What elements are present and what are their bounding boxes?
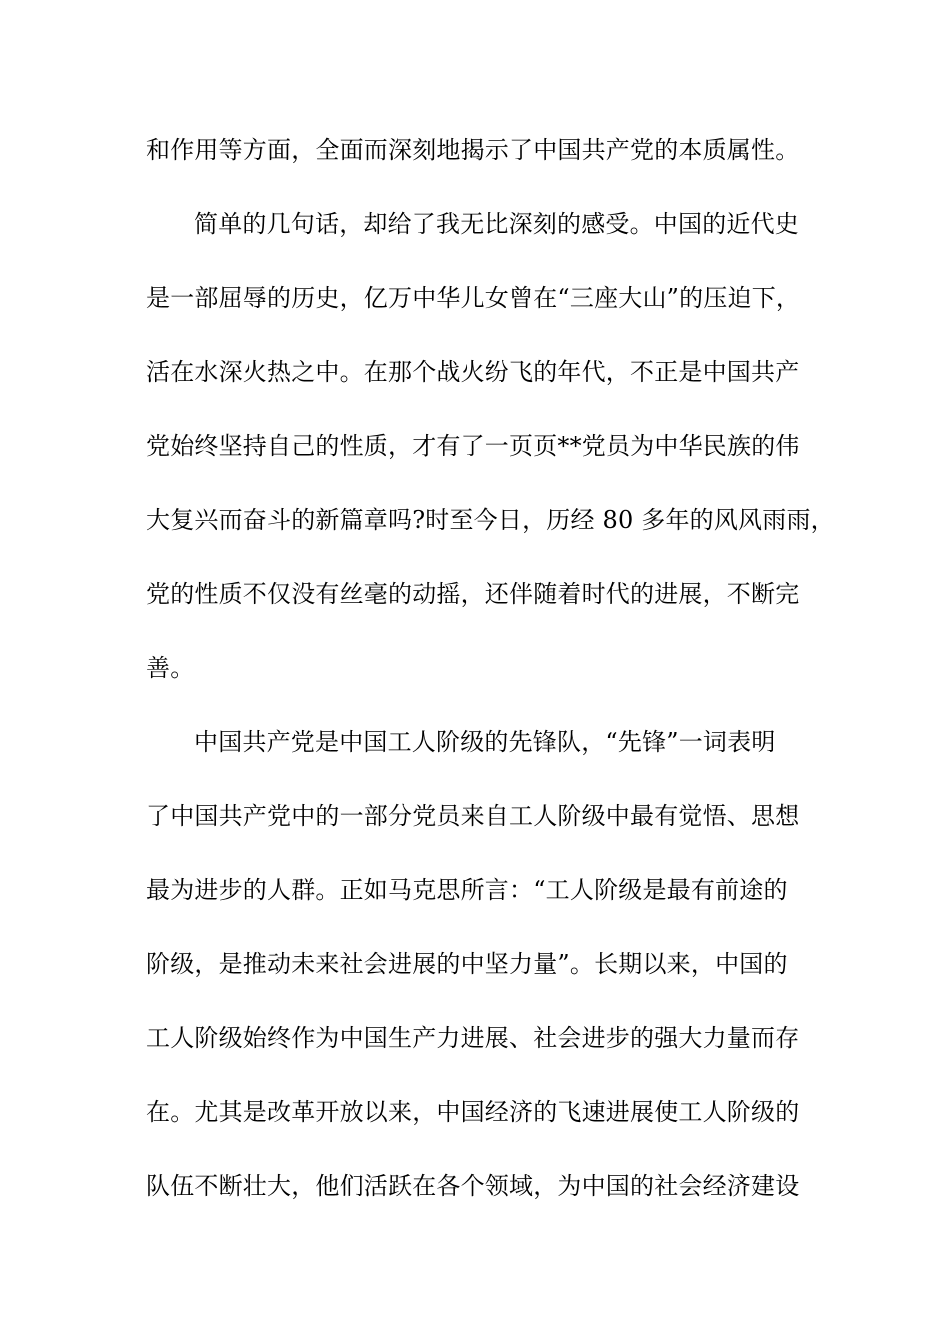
text-line: 党的性质不仅没有丝毫的动摇，还伴随着时代的进展，不断完 [146, 580, 800, 608]
text-line: 在。尤其是改革开放以来，中国经济的飞速进展使工人阶级的 [146, 1098, 800, 1126]
text-line: 阶级，是推动未来社会进展的中坚力量”。长期以来，中国的 [146, 950, 788, 978]
text-line: 大复兴而奋斗的新篇章吗?时至今日，历经 80 多年的风风雨雨， [146, 506, 835, 534]
text-line: 和作用等方面，全面而深刻地揭示了中国共产党的本质属性。 [146, 136, 800, 164]
text-line: 工人阶级始终作为中国生产力进展、社会进步的强大力量而存 [146, 1024, 800, 1052]
paragraph-first-line: 简单的几句话，却给了我无比深刻的感受。中国的近代史 [194, 210, 799, 238]
text-line: 了中国共产党中的一部分党员来自工人阶级中最有觉悟、思想 [146, 802, 800, 830]
text-line: 队伍不断壮大，他们活跃在各个领域，为中国的社会经济建设 [146, 1172, 800, 1200]
text-line: 是一部屈辱的历史，亿万中华儿女曾在“三座大山”的压迫下， [146, 284, 801, 312]
paragraph-first-line: 中国共产党是中国工人阶级的先锋队，“先锋”一词表明 [194, 728, 776, 756]
text-line: 党始终坚持自己的性质，才有了一页页**党员为中华民族的伟 [146, 432, 800, 460]
text-line: 善。 [146, 654, 195, 682]
text-line: 最为进步的人群。正如马克思所言：“工人阶级是最有前途的 [146, 876, 788, 904]
text-line: 活在水深火热之中。在那个战火纷飞的年代，不正是中国共产 [146, 358, 800, 386]
